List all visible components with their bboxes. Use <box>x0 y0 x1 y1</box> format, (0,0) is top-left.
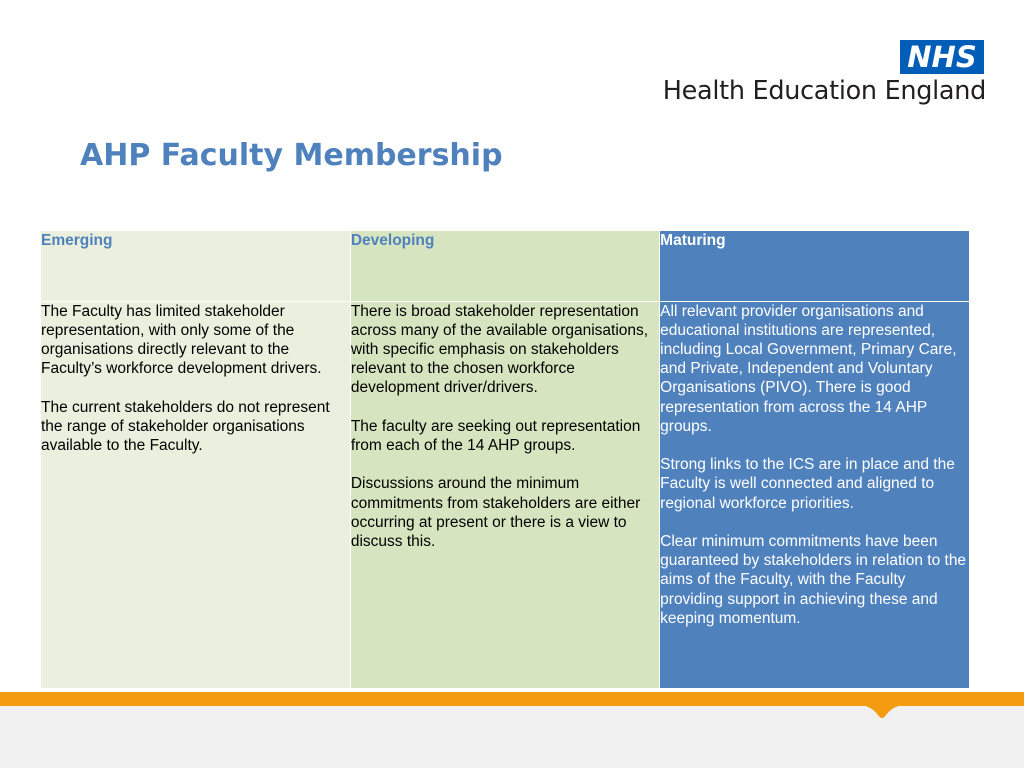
matrix-body-row <box>41 301 969 688</box>
footer-accent-band <box>0 692 1024 706</box>
emerging-description <box>41 301 350 688</box>
developing-paragraph: There is broad stakeholder representation across many of the available organisations, with specific emphasis on stakeholders relevant to the chosen workforce development driver/drivers. <box>350 302 649 397</box>
maturing-paragraph: Strong links to the ICS are in place and the Faculty is well connected and aligned to regional workforce priorities. <box>660 456 955 512</box>
maturing-paragraph: Clear minimum commitments have been guaranteed by stakeholders in relation to the aims of the Faculty, with the Faculty providing support in achieving these and keeping momentum. <box>660 532 967 627</box>
developing-description <box>350 301 659 688</box>
maturing-description <box>660 301 969 688</box>
page-title: AHP Faculty Membership <box>80 138 503 173</box>
developing-paragraph: The faculty are seeking out representation from each of the 14 AHP groups. <box>350 417 641 454</box>
maturity-matrix <box>41 231 969 688</box>
column-heading-emerging: Emerging <box>41 231 350 301</box>
column-heading-developing: Developing <box>350 231 659 301</box>
emerging-paragraph: The current stakeholders do not represent the range of stakeholder organisations available to the Faculty. <box>41 398 330 454</box>
footer-notch-shape <box>862 705 902 721</box>
organisation-name: Health Education England <box>662 76 986 106</box>
nhs-logo-badge: NHS <box>900 40 984 74</box>
matrix-header-row <box>41 231 969 301</box>
developing-paragraph: Discussions around the minimum commitments from stakeholders are either occurring at present or there is a view to discuss this. <box>350 475 641 550</box>
emerging-paragraph: The Faculty has limited stakeholder representation, with only some of the organisations directly relevant to the Faculty’s workforce development drivers. <box>41 302 322 378</box>
column-heading-maturing: Maturing <box>660 231 969 301</box>
maturing-paragraph: All relevant provider organisations and educational institutions are represented, including Local Government, Primary Care, and Private, Independent and Voluntary Organisations (PIVO). There is good representation from across the 14 AHP groups. <box>660 302 957 435</box>
